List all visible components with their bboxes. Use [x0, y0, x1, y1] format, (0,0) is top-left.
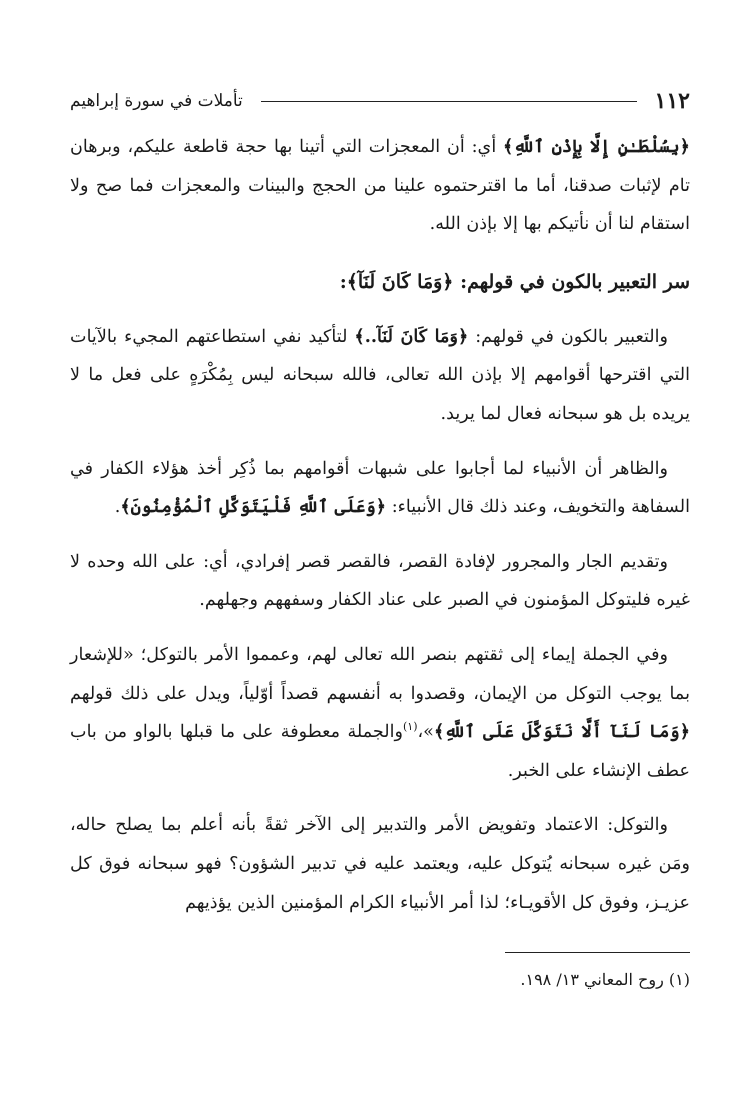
- page-header: [70, 86, 690, 116]
- footnote-rule: [505, 952, 690, 953]
- paragraph-text: وتقديم الجار والمجرور لإفادة القصر، فالقصر قصر إفرادي، أي: على الله وحده لا غيره فليتوكل المؤمنون في الصبر على عناد الكفار وسفههم وجهلهم.: [70, 551, 690, 611]
- paragraph: [70, 543, 690, 620]
- paragraph-text: والظاهر أن الأنبياء لما أجابوا على شبهات أقوامهم بما ذُكِر أخذ هؤلاء الكفار في السفاهة والتخويف، وعند ذلك قال الأنبياء:: [70, 458, 690, 518]
- quran-verse: ﴿وَمَا كَانَ لَنَآ﴾: [346, 270, 454, 293]
- quran-verse: ﴿وَمَا كَانَ لَنَآ..﴾: [354, 325, 469, 347]
- footnote-marker: (١): [402, 720, 418, 734]
- paragraph-text: وفي الجملة إيماء إلى ثقتهم بنصر الله تعالى لهم، وعمموا الأمر بالتوكل؛ «للإشعار بما يوجب التوكل من الإيمان، وقصدوا به أنفسهم قصداً أوّلياً، ويدل على ذلك قولهم: [70, 644, 690, 704]
- spacer: [70, 302, 690, 318]
- footnote: (١) روح المعاني ١٣/ ١٩٨.: [520, 970, 690, 989]
- body-text: [70, 128, 690, 922]
- header-rule: [261, 101, 637, 102]
- spacer: [70, 790, 690, 806]
- paragraph-text: .: [114, 497, 121, 518]
- heading-text: سر التعبير بالكون في قولهم:: [453, 270, 690, 293]
- spacer: [70, 434, 690, 450]
- quran-verse: ﴿بِسُلْطَـٰنٍ إِلَّا بِإِذْنِ ٱللَّهِ﴾: [503, 136, 690, 157]
- paragraph: [70, 318, 690, 434]
- spacer: [70, 244, 690, 260]
- paragraph-text: »،: [417, 722, 434, 743]
- paragraph: [70, 450, 690, 527]
- paragraph-text: أي: أن المعجزات التي أتينا بها حجة قاطعة عليكم، وبرهان تام لإثبات صدقنا، أما ما اقترحتموه علينا من الحجج والبينات والمعجزات فما صح ولا استقام لنا أن نأتيكم بها إلا بإذن الله.: [70, 137, 690, 235]
- paragraph-text: والتعبير بالكون في قولهم:: [468, 326, 668, 347]
- section-heading: [70, 262, 690, 302]
- page-number: ١١٢: [654, 88, 690, 114]
- running-title: تأملات في سورة إبراهيم: [70, 91, 243, 111]
- quran-verse: ﴿وَعَلَى ٱللَّهِ فَلْيَتَوَكَّلِ ٱلْمُؤْمِنُونَ﴾: [120, 496, 387, 518]
- paragraph-text: لتأكيد نفي استطاعتهم المجيء بالآيات التي اقترحها أقوامهم إلا بإذن الله تعالى، فالله سبحانه ليس بِمُكْرَهٍ على فعل ما لا يريده بل هو سبحانه فعال لما يريد.: [70, 326, 690, 424]
- quran-verse: ﴿وَمَا لَنَآ أَلَّا نَتَوَكَّلَ عَلَى ٱللَّهِ﴾: [433, 721, 690, 743]
- book-page: [70, 86, 690, 1086]
- paragraph: [70, 128, 690, 244]
- spacer: [70, 620, 690, 636]
- paragraph: [70, 806, 690, 922]
- spacer: [70, 527, 690, 543]
- paragraph-text: والجملة معطوفة على ما قبلها بالواو من باب عطف الإنشاء على الخبر.: [70, 722, 690, 781]
- paragraph-text: والتوكل: الاعتماد وتفويض الأمر والتدبير إلى الآخر ثقةً بأنه أعلم بما يصلح حاله، ومَن غيره سبحانه يُتوكل عليه، ويعتمد عليه في تدبير الشؤون؟ فهو سبحانه فوق كل عزيـز، وفوق كل الأقويـاء؛ لذا أمر الأنبياء الكرام المؤمنين الذين يؤذيهم: [70, 815, 690, 913]
- heading-end: :: [339, 270, 347, 293]
- paragraph: [70, 636, 690, 790]
